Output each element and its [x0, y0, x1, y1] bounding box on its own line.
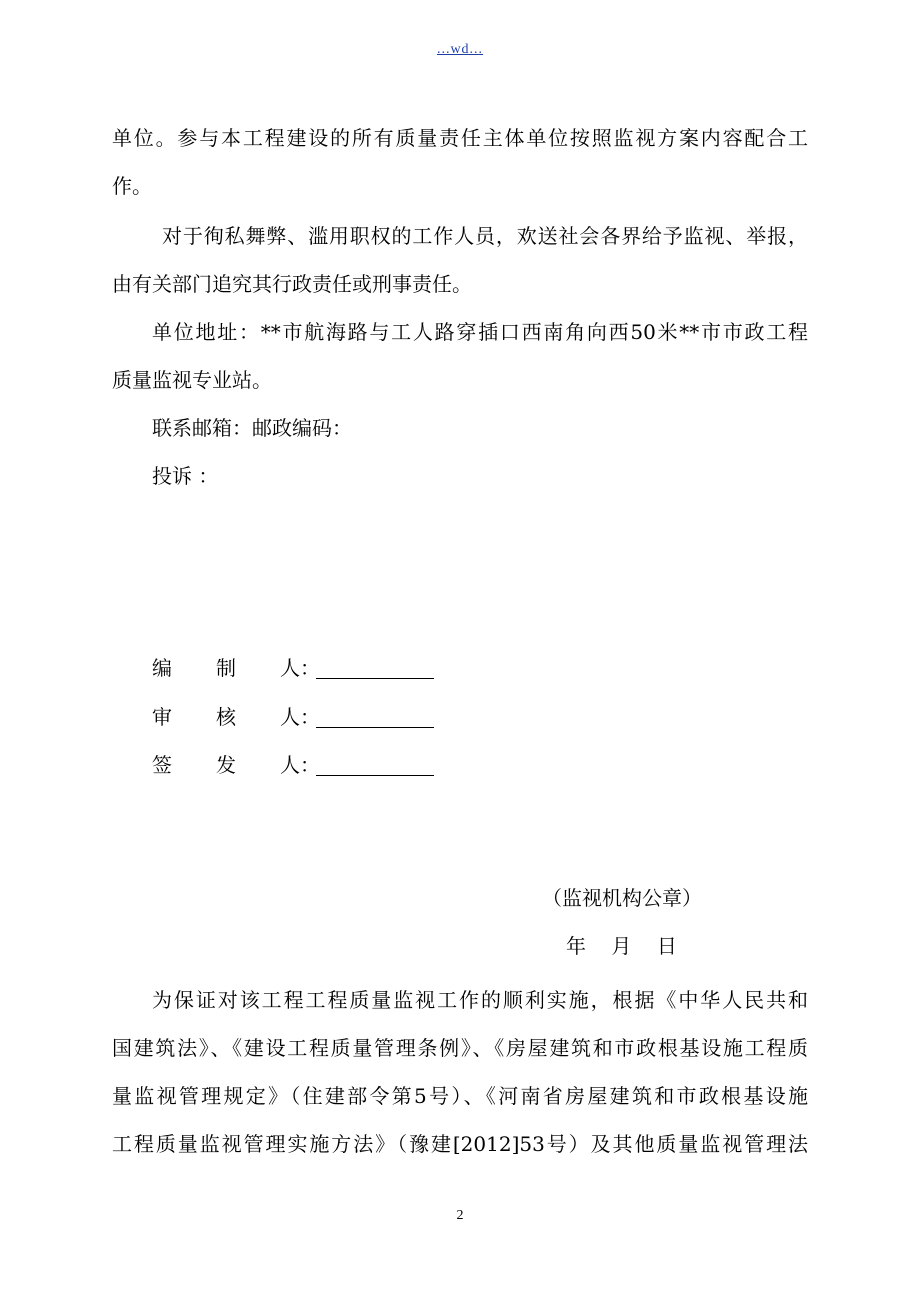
paragraph-4-line-1: 为保证对该工程工程质量监视工作的顺利实施，根据《中华人民共和	[152, 988, 808, 1012]
header-mark: ...wd...	[436, 42, 484, 57]
page-number: 2	[456, 1208, 464, 1223]
signature-label: 审核人	[152, 705, 300, 729]
paragraph-2-line-1: 对于徇私舞弊、滥用职权的工作人员，欢送社会各界给予监视、举报，	[162, 224, 808, 248]
paragraph-4-line-3: 量监视管理规定》（住建部令第5号）、《河南省房屋建筑和市政根基设施	[112, 1084, 808, 1108]
address-line-2: 质量监视专业站。	[112, 368, 272, 392]
contact-line: 联系邮箱：邮政编码：	[152, 416, 352, 440]
signature-row-issuer	[152, 751, 434, 779]
paragraph-1-line-1: 单位。参与本工程建设的所有质量责任主体单位按照监视方案内容配合工	[112, 126, 808, 150]
signature-label: 签发人	[152, 753, 300, 777]
signature-colon: ：	[300, 753, 320, 777]
signature-blank-line	[316, 751, 434, 776]
signature-colon: ：	[300, 705, 320, 729]
paragraph-4-line-2: 国建筑法》、《建设工程质量管理条例》、《房屋建筑和市政根基设施工程质	[112, 1036, 808, 1060]
paragraph-1-line-2: 作。	[112, 174, 152, 198]
seal-label: （监视机构公章）	[542, 886, 702, 910]
signature-row-compiler	[152, 654, 434, 682]
address-line-1: 单位地址：**市航海路与工人路穿插口西南角向西50米**市市政工程	[152, 320, 808, 344]
signature-row-reviewer	[152, 703, 434, 731]
signature-label: 编制人	[152, 656, 300, 680]
date-line: 年 月 日	[566, 934, 677, 958]
complaint-line: 投诉 ：	[152, 464, 219, 488]
signature-blank-line	[316, 654, 434, 679]
signature-colon: ：	[300, 656, 320, 680]
paragraph-2-line-2: 由有关部门追究其行政责任或刑事责任。	[112, 272, 472, 296]
paragraph-4-line-4: 工程质量监视管理实施方法》（豫建[2012]53号）及其他质量监视管理法	[112, 1132, 808, 1156]
signature-blank-line	[316, 703, 434, 728]
